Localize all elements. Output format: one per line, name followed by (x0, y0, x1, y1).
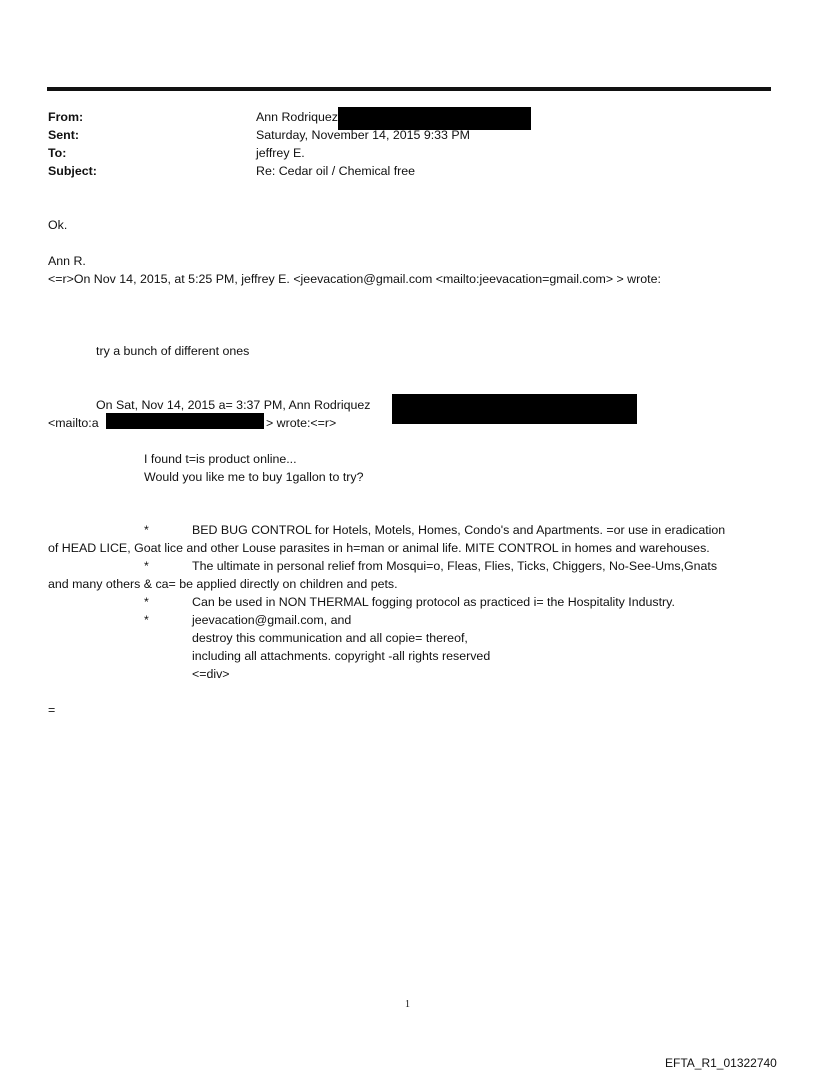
quote-intro-2: On Sat, Nov 14, 2015 a= 3:37 PM, Ann Rodriquez (96, 398, 371, 412)
reply-text: try a bunch of different ones (96, 344, 250, 358)
subject-value: Re: Cedar oil / Chemical free (256, 164, 416, 178)
bullet-marker: * (144, 613, 149, 627)
quote-wrote: > wrote:<=r> (266, 416, 337, 430)
bullet-4-line-3: including all attachments. copyright -all rights reserved (192, 649, 491, 663)
bullet-marker: * (144, 595, 149, 609)
sent-label: Sent: (48, 128, 79, 142)
bullet-4-line-2: destroy this communication and all copie= thereof, (192, 631, 468, 645)
document-id: EFTA_R1_01322740 (665, 1056, 777, 1070)
redaction-sender-email (392, 394, 637, 424)
from-label: From: (48, 110, 84, 124)
bullet-1-line-2: of HEAD LICE, Goat lice and other Louse parasites in h=man or animal life. MITE CONTROL in homes and warehouses. (48, 541, 710, 555)
bullet-1-line-1: BED BUG CONTROL for Hotels, Motels, Homes, Condo's and Apartments. =or use in eradication (192, 523, 726, 537)
bullet-marker: * (144, 523, 149, 537)
trailing-equals: = (48, 703, 56, 717)
page-number: 1 (405, 999, 410, 1010)
to-label: To: (48, 146, 67, 160)
bullet-marker: * (144, 559, 149, 573)
header-rule (47, 87, 771, 91)
redaction-mailto-email (106, 413, 264, 429)
found-line-2: Would you like me to buy 1gallon to try? (144, 470, 364, 484)
bullet-2-line-1: The ultimate in personal relief from Mosqui=o, Fleas, Flies, Ticks, Chiggers, No-See-Ums,Gnats (192, 559, 718, 573)
subject-label: Subject: (48, 164, 97, 178)
bullet-3: Can be used in NON THERMAL fogging protocol as practiced i= the Hospitality Industry. (192, 595, 675, 609)
sent-value: Saturday, November 14, 2015 9:33 PM (256, 128, 470, 142)
bullet-4-line-4: <=div> (192, 667, 230, 681)
from-value: Ann Rodriquez (256, 110, 338, 124)
quote-intro-1: <=r>On Nov 14, 2015, at 5:25 PM, jeffrey E. <jeevacation@gmail.com <mailto:jeevacation=gmail.com> > wrote: (48, 272, 661, 286)
quote-mailto: <mailto:a (48, 416, 99, 430)
to-value: jeffrey E. (256, 146, 305, 160)
body-ok: Ok. (48, 218, 68, 232)
bullet-4-line-1: jeevacation@gmail.com, and (192, 613, 352, 627)
body-signature: Ann R. (48, 254, 86, 268)
found-line-1: I found t=is product online... (144, 452, 297, 466)
bullet-2-line-2: and many others & ca= be applied directly on children and pets. (48, 577, 398, 591)
